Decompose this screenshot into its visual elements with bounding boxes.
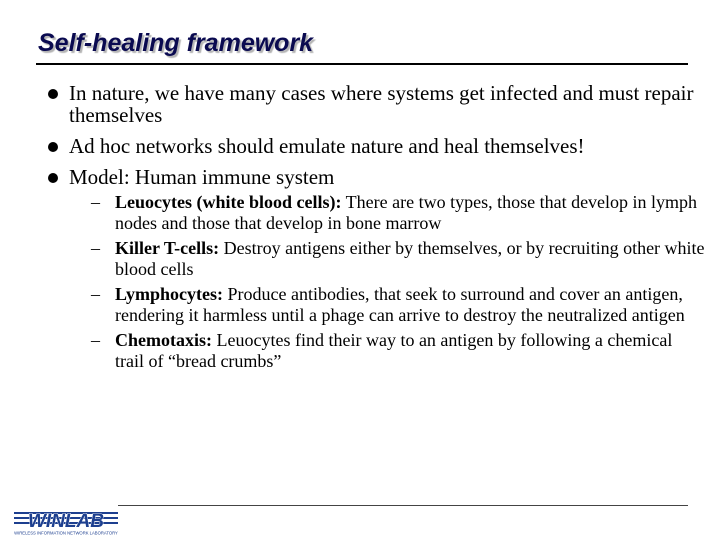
bullet-text: Model: Human immune system [69, 165, 335, 189]
sub-bullet-text: Leuocytes find their way to an antigen by following a chemical trail of “bread crumbs” [115, 330, 673, 371]
dash-icon: – [91, 284, 100, 304]
bullet-list [48, 81, 705, 381]
sub-bullet-text: Produce antibodies, that seek to surround and cover an antigen, rendering it harmless until a phage can arrive to destroy the neutralized antigen [115, 284, 685, 325]
sub-bullet-term: Killer T-cells: [115, 238, 220, 258]
sub-bullet-term: Chemotaxis: [115, 330, 212, 350]
sub-bullet-item [91, 192, 705, 234]
logo-wordmark: WINLAB [28, 511, 104, 532]
bullet-dot-icon [48, 142, 58, 152]
sub-bullet-item [91, 330, 705, 372]
bullet-dot-icon [48, 173, 58, 183]
sub-bullet-list [91, 192, 705, 372]
sub-bullet-term: Leuocytes (white blood cells): [115, 192, 342, 212]
bullet-text: In nature, we have many cases where systems get infected and must repair themselves [69, 81, 694, 127]
winlab-logo [14, 510, 118, 536]
bullet-text: Ad hoc networks should emulate nature and heal themselves! [69, 134, 585, 158]
bullet-dot-icon [48, 89, 58, 99]
sub-bullet-text: Destroy antigens either by themselves, or by recruiting other white blood cells [115, 238, 705, 279]
sub-bullet-term: Lymphocytes: [115, 284, 223, 304]
title-divider [36, 63, 688, 65]
logo-tagline: WIRELESS INFORMATION NETWORK LABORATORY [14, 530, 118, 536]
sub-bullet-item [91, 238, 705, 280]
bullet-item [48, 165, 705, 372]
dash-icon: – [91, 238, 100, 258]
dash-icon: – [91, 192, 100, 212]
sub-bullet-item [91, 284, 705, 326]
bullet-item [48, 135, 698, 157]
slide-title: Self-healing framework [38, 29, 314, 57]
bullet-item [48, 82, 698, 126]
dash-icon: – [91, 330, 100, 350]
footer-divider [118, 505, 688, 506]
sub-bullet-text: There are two types, those that develop in lymph nodes and those that develop in bone marrow [115, 192, 698, 233]
